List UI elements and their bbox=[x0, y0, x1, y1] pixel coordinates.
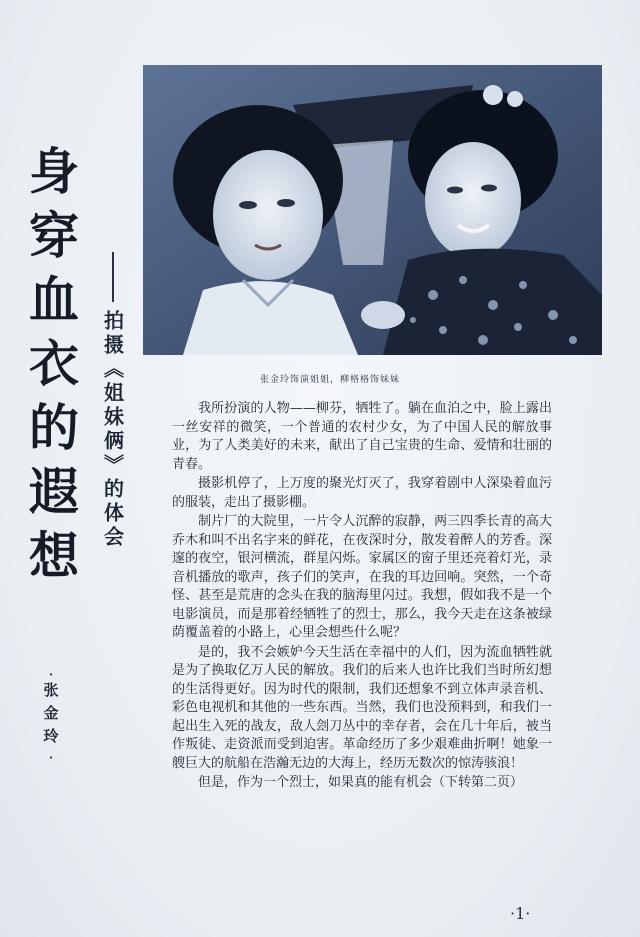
title-char: 血 bbox=[29, 271, 79, 329]
body-paragraph: 摄影机停了，上万度的聚光灯灭了，我穿着剧中人深染着血污的服装，走出了摄影棚。 bbox=[172, 476, 552, 510]
article-subtitle bbox=[96, 252, 130, 550]
body-paragraph: 制片厂的大院里，一片令人沉醉的寂静，两三四季长青的高大乔木和叫不出名字来的鲜花，在夜深时分，散发着醉人的芳香。深邃的夜空，银河横流，群星闪烁。家属区的窗子里还亮着灯光，录音机播放的歌声，孩子们的笑声，在我的耳边回响。突然，一个奇怪、甚至是荒唐的念头在我的脑海里闪过。我想，假如我不是一个电影演员，而是那着经牺牲了的烈士，那么，我今天走在这条被绿荫覆盖着的小路上，心里会想些什么呢？ bbox=[172, 514, 552, 640]
article-title bbox=[22, 140, 86, 588]
title-char: 的 bbox=[29, 399, 79, 457]
page-number: ·1· bbox=[510, 904, 531, 923]
subtitle-dash bbox=[112, 252, 114, 302]
title-char: 身 bbox=[29, 143, 79, 201]
title-char: 想 bbox=[29, 527, 79, 585]
author-bullet: · bbox=[48, 665, 54, 684]
title-char: 遐 bbox=[29, 463, 79, 521]
body-paragraph: 是的，我不会嫉妒今天生活在幸福中的人们，因为流血牺牲就是为了换取亿万人民的解放。我们的后来人也许比我们当时所幻想的生活得更好。因为时代的限制，我们还想象不到立体声录音机、彩色电视机和其他的一些东西。当然，我们也没预料到，和我们一起出生入死的战友，敌人刽刀丛中的幸存者，会在几十年后，被当作叛徒、走资派而受到迫害。革命经历了多少艰难曲折啊！她象一艘巨大的航船在浩瀚无边的大海上，经历无数次的惊涛骇浪！ bbox=[172, 644, 552, 771]
author-byline bbox=[38, 665, 64, 767]
title-char: 衣 bbox=[29, 335, 79, 393]
film-still-photo bbox=[143, 65, 602, 355]
article-body bbox=[172, 400, 552, 794]
photo-caption: 张金玲饰演姐姐，柳格格饰妹妹 bbox=[260, 375, 401, 385]
body-paragraph: 但是，作为一个烈士，如果真的能有机会（下转第二页） bbox=[198, 775, 524, 790]
subtitle-text: 拍摄《姐妹俩》的体会 bbox=[100, 310, 125, 550]
author-name: 张金玲 bbox=[41, 682, 60, 751]
author-bullet: · bbox=[48, 748, 54, 767]
title-char: 穿 bbox=[29, 207, 79, 265]
body-paragraph: 我所扮演的人物——柳芬，牺牲了。躺在血泊之中，脸上露出一丝安祥的微笑，一个普通的农村少女，为了中国人民的解放事业，为了人类美好的未来，献出了自己宝贵的生命、爱情和壮丽的青春。 bbox=[172, 401, 552, 472]
